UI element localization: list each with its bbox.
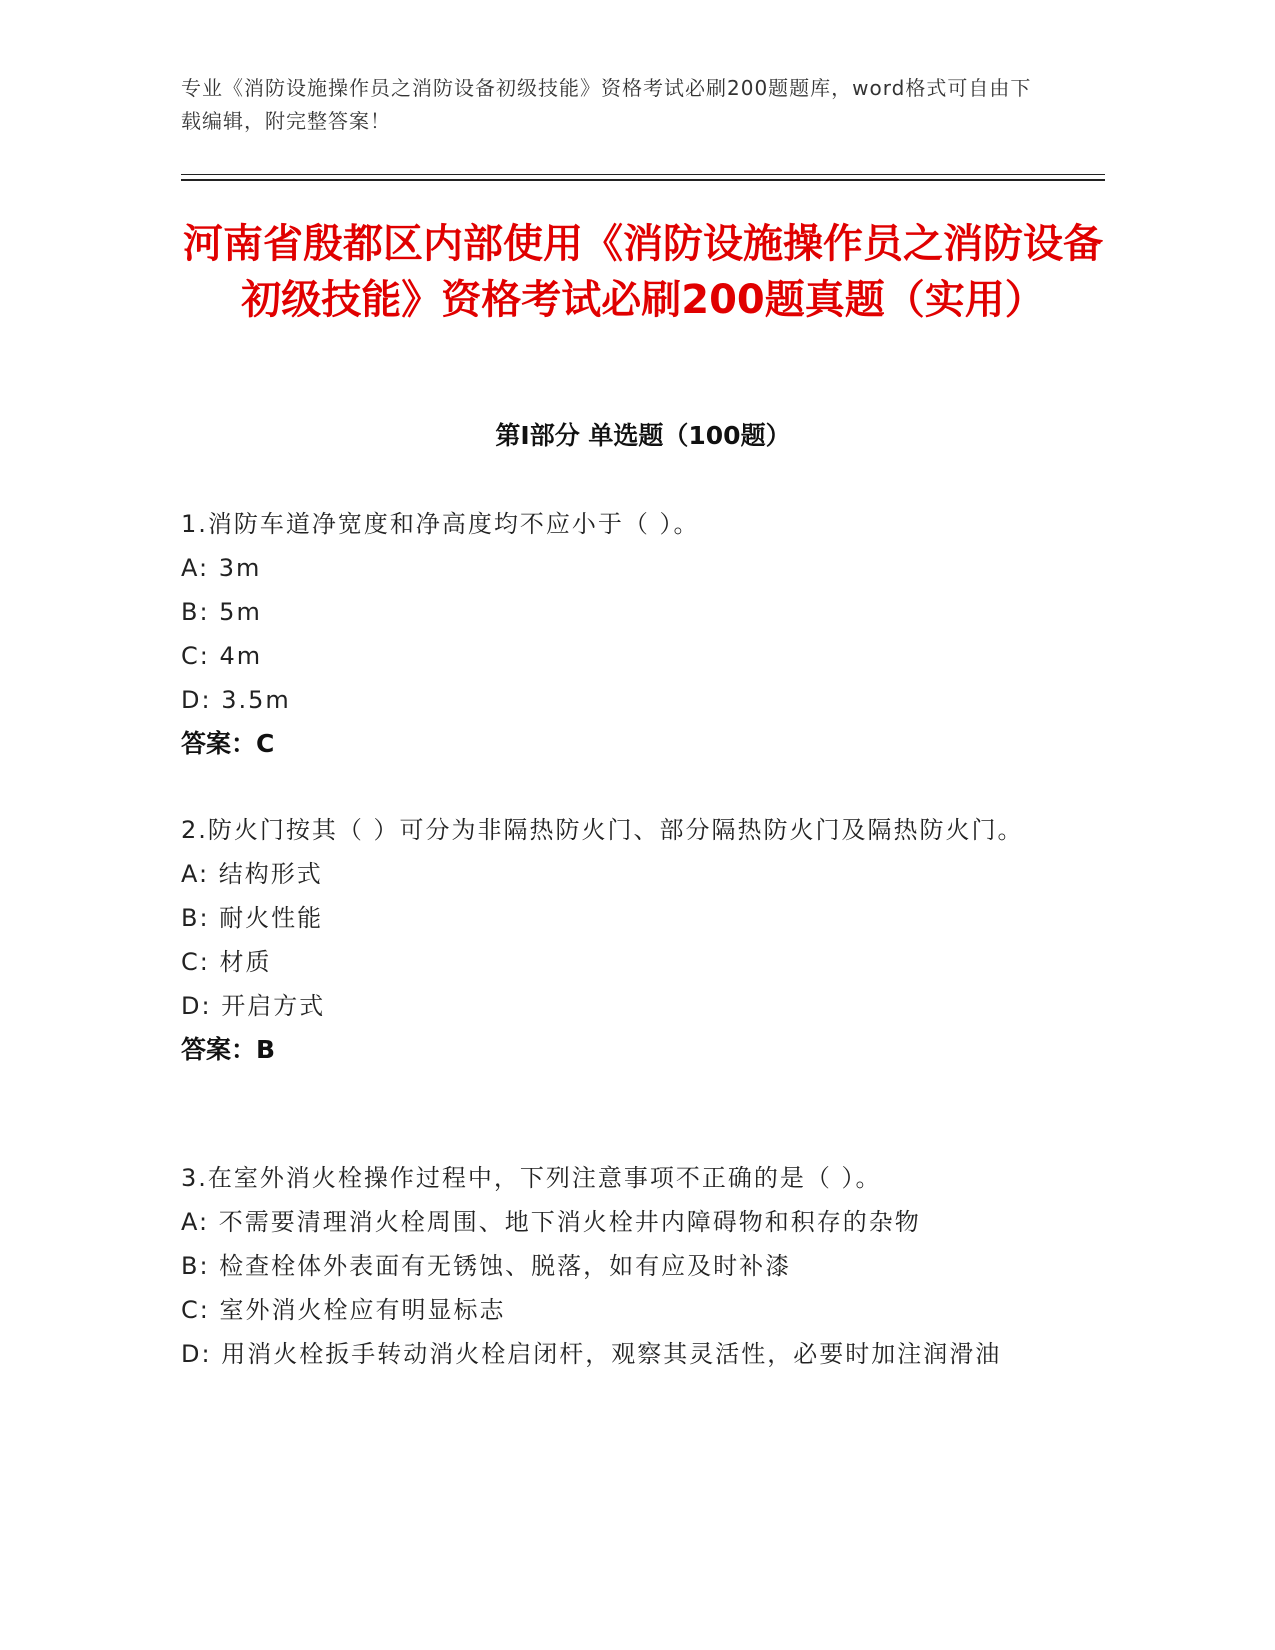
question-1 [181,502,1041,766]
section-heading: 第Ⅰ部分 单选题（100题） [495,421,791,450]
option-d: D: 3.5m [181,686,291,714]
question-stem: 3.在室外消火栓操作过程中，下列注意事项不正确的是（ ）。 [181,1164,882,1192]
header-divider-thin [181,174,1105,175]
option-a: A: 不需要清理消火栓周围、地下消火栓井内障碍物和积存的杂物 [181,1208,921,1236]
answer-label: 答案：B [181,1035,276,1064]
question-stem: 2.防火门按其（ ）可分为非隔热防火门、部分隔热防火门及隔热防火门。 [181,816,1024,844]
header-divider-thick [181,179,1105,181]
option-d: D: 用消火栓扳手转动消火栓启闭杆，观察其灵活性，必要时加注润滑油 [181,1340,1002,1368]
answer-label: 答案：C [181,729,275,758]
header-note: 专业《消防设施操作员之消防设备初级技能》资格考试必刷200题题库，word格式可自由下载编辑，附完整答案！ [181,76,1032,133]
question-stem: 1.消防车道净宽度和净高度均不应小于（ ）。 [181,510,700,538]
question-3 [181,1156,1041,1376]
document-title: 河南省殷都区内部使用《消防设施操作员之消防设备初级技能》资格考试必刷200题真题（实用） [183,221,1103,323]
option-b: B: 检查栓体外表面有无锈蚀、脱落，如有应及时补漆 [181,1252,792,1280]
option-b: B: 耐火性能 [181,904,324,932]
option-c: C: 室外消火栓应有明显标志 [181,1296,506,1324]
question-2 [181,808,1041,1072]
option-d: D: 开启方式 [181,992,326,1020]
option-a: A: 3m [181,554,262,582]
option-c: C: 材质 [181,948,272,976]
option-c: C: 4m [181,642,263,670]
option-b: B: 5m [181,598,262,626]
option-a: A: 结构形式 [181,860,323,888]
